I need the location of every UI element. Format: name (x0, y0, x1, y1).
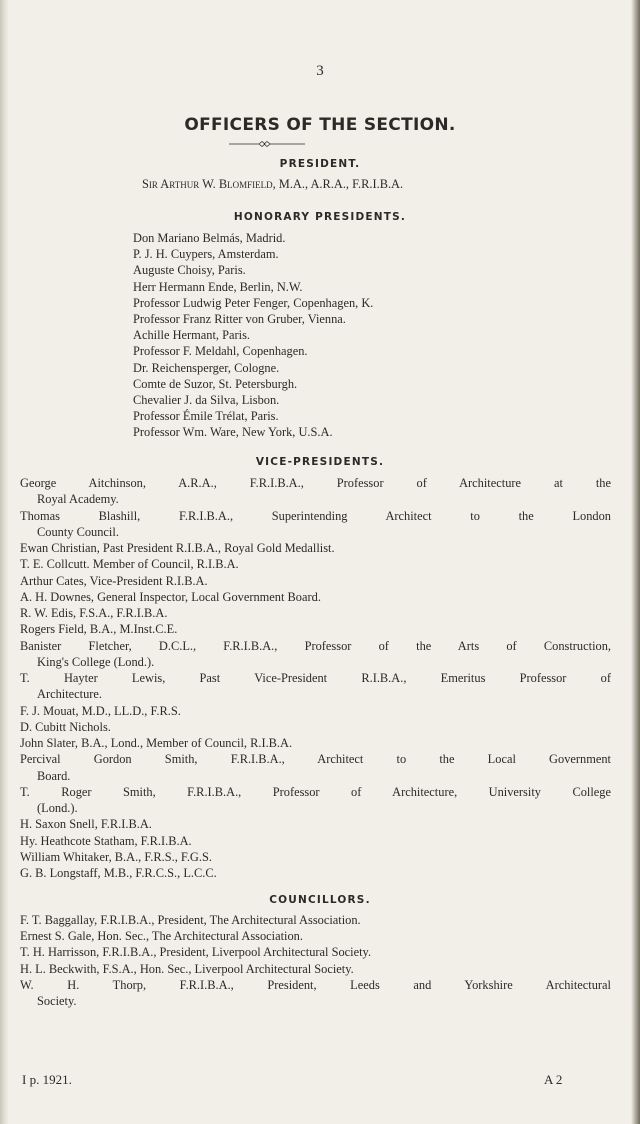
council-line: Ernest S. Gale, Hon. Sec., The Architectural Association. (20, 929, 303, 944)
vice-line: William Whitaker, B.A., F.R.S., F.G.S. (20, 849, 212, 864)
honorary-presidents-heading: HONORARY PRESIDENTS. (233, 211, 407, 223)
honorary-line: Professor Émile Trélat, Paris. (133, 409, 279, 424)
vice-line: Rogers Field, B.A., M.Inst.C.E. (20, 622, 178, 637)
vice-line: Arthur Cates, Vice-President R.I.B.A. (20, 573, 208, 588)
vice-line: (Lond.). (37, 801, 78, 815)
council-line: W. H. Thorp, F.R.I.B.A., President, Leeds and Yorkshire Architectural (20, 977, 611, 992)
council-line: H. L. Beckwith, F.S.A., Hon. Sec., Liverpool Architectural Society. (20, 961, 354, 976)
vice-line: Architecture. (37, 687, 103, 702)
vice-line: T. Roger Smith, F.R.I.B.A., Professor of Architecture, University College (20, 784, 611, 799)
honorary-line: Professor Wm. Ware, New York, U.S.A. (133, 425, 333, 440)
vice-line: A. H. Downes, General Inspector, Local Government Board. (20, 589, 321, 604)
president-heading: PRESIDENT. (279, 158, 361, 170)
council-line: T. H. Harrisson, F.R.I.B.A., President, Liverpool Architectural Society. (20, 945, 372, 960)
honorary-line: Herr Hermann Ende, Berlin, N.W. (133, 279, 303, 294)
vice-line: Thomas Blashill, F.R.I.B.A., Superintending Architect to the London (20, 508, 611, 523)
vice-line: T. E. Collcutt. Member of Council, R.I.B.A. (20, 557, 239, 572)
honorary-line: Don Mariano Belmás, Madrid. (133, 231, 286, 245)
vice-line: G. B. Longstaff, M.B., F.R.C.S., L.C.C. (20, 866, 217, 880)
council-line: Society. (37, 994, 77, 1008)
vice-line: Percival Gordon Smith, F.R.I.B.A., Architect to the Local Government (20, 752, 611, 767)
councillors-heading: COUNCILLORS. (269, 894, 371, 906)
honorary-line: Chevalier J. da Silva, Lisbon. (133, 393, 280, 407)
honorary-line: Achille Hermant, Paris. (133, 328, 250, 343)
vice-line: George Aitchinson, A.R.A., F.R.I.B.A., Professor of Architecture at the (20, 476, 611, 490)
page-number: 3 (316, 63, 324, 79)
vice-line: Hy. Heathcote Statham, F.R.I.B.A. (20, 833, 192, 848)
vice-presidents-heading: VICE-PRESIDENTS. (255, 456, 385, 468)
honorary-line: P. J. H. Cuypers, Amsterdam. (133, 247, 279, 262)
honorary-line: Professor Franz Ritter von Gruber, Vienna. (133, 312, 346, 326)
vice-line: H. Saxon Snell, F.R.I.B.A. (20, 817, 152, 832)
honorary-line: Auguste Choisy, Paris. (133, 263, 246, 278)
vice-line: Banister Fletcher, D.C.L., F.R.I.B.A., Professor of the Arts of Construction, (20, 638, 611, 653)
honorary-line: Professor F. Meldahl, Copenhagen. (133, 344, 308, 359)
ornament-rule (229, 140, 305, 148)
honorary-line: Comte de Suzor, St. Petersburgh. (133, 376, 298, 391)
honorary-line: Professor Ludwig Peter Fenger, Copenhagen, K. (133, 295, 374, 310)
page-title: OFFICERS OF THE SECTION. (184, 115, 456, 135)
vice-line: R. W. Edis, F.S.A., F.R.I.B.A. (20, 606, 168, 620)
president-name: Sir Arthur W. Blomfield, M.A., A.R.A., F.R.I.B.A. (142, 177, 404, 191)
vice-line: Ewan Christian, Past President R.I.B.A., Royal Gold Medallist. (20, 541, 335, 555)
council-line: F. T. Baggallay, F.R.I.B.A., President, The Architectural Association. (20, 913, 361, 927)
vice-line: Board. (37, 768, 71, 783)
vice-line: D. Cubitt Nichols. (20, 719, 111, 734)
signature-mark: I p. 1921. (22, 1072, 72, 1087)
honorary-line: Dr. Reichensperger, Cologne. (133, 360, 280, 375)
vice-line: Royal Academy. (37, 492, 119, 507)
vice-line: County Council. (37, 524, 119, 539)
vice-line: King's College (Lond.). (37, 654, 155, 669)
vice-line: F. J. Mouat, M.D., LL.D., F.R.S. (20, 703, 181, 718)
vice-line: T. Hayter Lewis, Past Vice-President R.I.B.A., Emeritus Professor of (20, 671, 611, 685)
sheet-mark: A 2 (544, 1072, 563, 1087)
vice-line: John Slater, B.A., Lond., Member of Council, R.I.B.A. (20, 736, 293, 750)
